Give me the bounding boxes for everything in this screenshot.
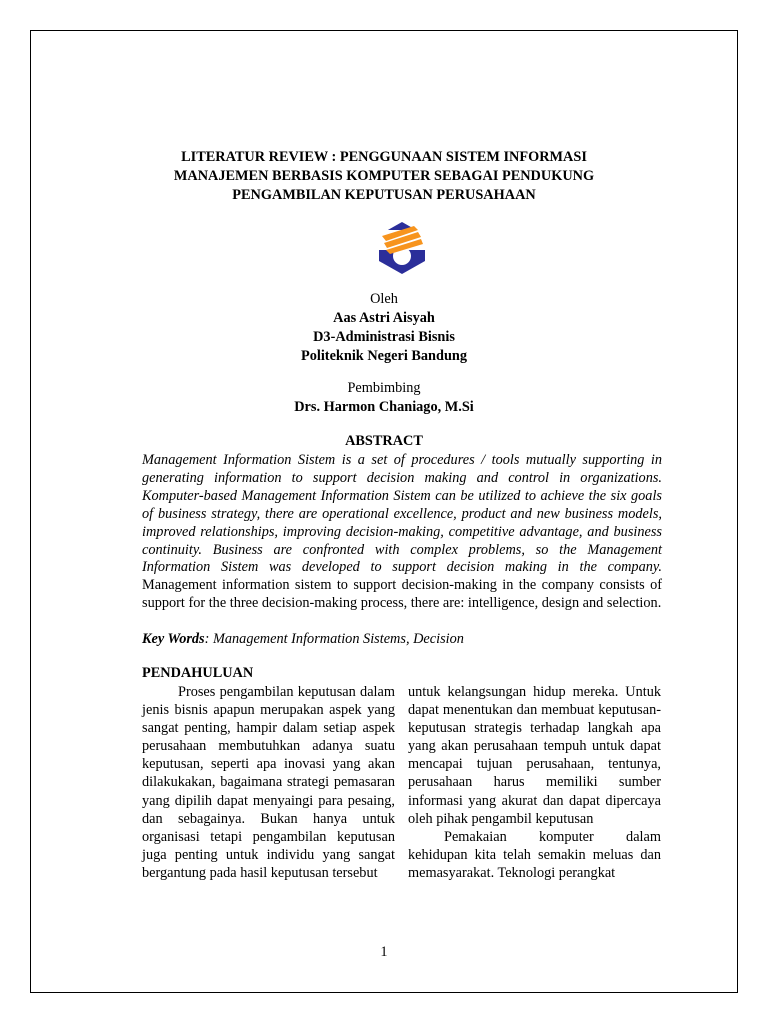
author-institution: Politeknik Negeri Bandung <box>300 348 468 364</box>
right-column <box>408 683 661 882</box>
section-heading-intro: PENDAHULUAN <box>142 665 254 681</box>
paper-title <box>0 148 768 205</box>
title-line-1: LITERATUR REVIEW : PENGGUNAAN SISTEM INFORMASI <box>181 149 587 165</box>
intro-paragraph-right-2: Pemakaian komputer dalam kehidupan kita telah semakin meluas dan memasyarakat. Teknologi perangkat <box>408 828 661 881</box>
author-block <box>0 290 768 366</box>
title-line-3: PENGAMBILAN KEPUTUSAN PERUSAHAAN <box>232 187 536 203</box>
title-line-2: MANAJEMEN BERBASIS KOMPUTER SEBAGAI PENDUKUNG <box>173 168 595 184</box>
intro-paragraph-right-1: untuk kelangsungan hidup mereka. Untuk dapat menentukan dan membuat keputusan-keputusan strategis terhadap langkah apa yang akan perusahaan tempuh untuk dapat mencapai tujuan perusahaan, tentunya, perusahaan harus memiliki sumber informasi yang akurat dan dapat dipercaya oleh pihak pengambil keputusan <box>408 684 661 827</box>
supervisor-label: Pembimbing <box>347 380 421 396</box>
supervisor-name: Drs. Harmon Chaniago, M.Si <box>294 399 474 415</box>
intro-paragraph-left: Proses pengambilan keputusan dalam jenis bisnis apapun merupakan aspek yang sangat penting, hampir dalam setiap aspek perusahaan membutuhkan adanya suatu keputusan, seperti apa inovasi yang akan dilakukakan, bagaimana strategi pemasaran yang dipilih dapat menyaingi para pesaing, dan sebagainya. Bukan hanya untuk organisasi tetapi pengambilan keputusan juga penting untuk individu yang sangat bergantung pada hasil keputusan tersebut <box>142 684 395 881</box>
abstract-body <box>142 452 662 613</box>
abstract-normal-text: Management information sistem to support decision-making in the company consists of support for the three decision-making process, there are: intelligence, design and selection. <box>142 577 662 612</box>
author-name: Aas Astri Aisyah <box>333 310 435 326</box>
keywords-text: : Management Information Sistems, Decision <box>204 631 464 647</box>
abstract-heading: ABSTRACT <box>345 433 423 449</box>
keywords <box>142 630 662 648</box>
institution-logo-icon <box>374 220 430 276</box>
by-label: Oleh <box>370 291 398 307</box>
abstract-italic-text: Management Information Sistem is a set of procedures / tools mutually supporting in generating information to support decision making and control in organizations. Komputer-based Management Information Sistem can be utilized to achieve the six goals of business strategy, there are operational excellence, product and new business models, improved relationships, improving decision-making, competitive advantage, and business continuity. Business are confronted with complex problems, so the Management Information Sistem was developed to support decision making in the company. <box>142 452 662 576</box>
logo-hexagon <box>379 222 425 274</box>
author-program: D3-Administrasi Bisnis <box>313 329 455 345</box>
left-column <box>142 683 395 882</box>
page-number: 1 <box>380 944 388 960</box>
keywords-label: Key Words <box>142 631 205 647</box>
supervisor-block <box>0 379 768 417</box>
